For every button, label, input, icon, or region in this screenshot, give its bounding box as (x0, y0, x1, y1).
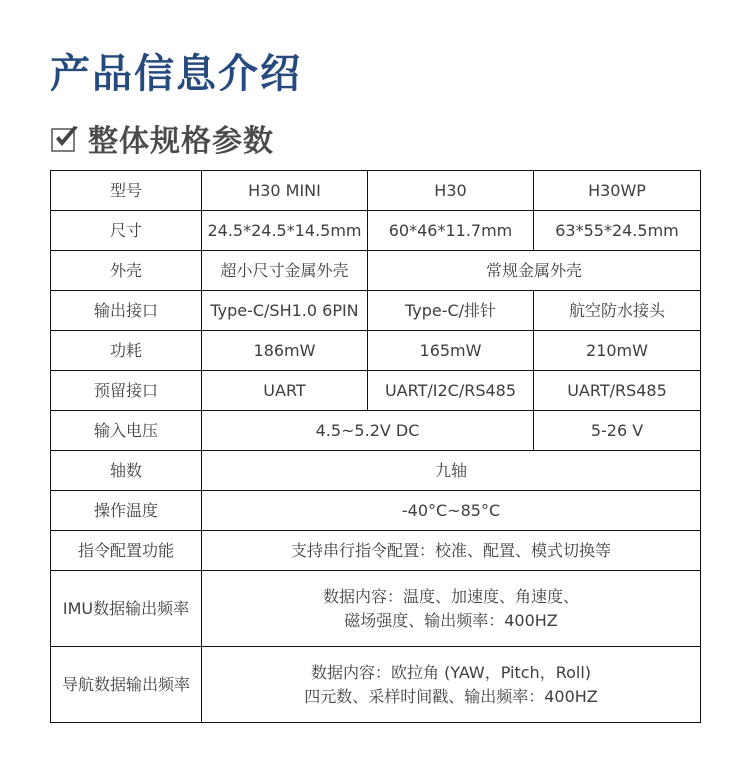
table-cell: 九轴 (202, 451, 701, 491)
table-row-input-voltage (51, 411, 701, 451)
table-cell: 超小尺寸金属外壳 (202, 251, 368, 291)
table-cell: 210mW (534, 331, 701, 371)
row-label: 尺寸 (51, 211, 202, 251)
section-header (50, 118, 274, 158)
table-cell: UART (202, 371, 368, 411)
row-label: 指令配置功能 (51, 531, 202, 571)
row-label: 输出接口 (51, 291, 202, 331)
table-cell: 60*46*11.7mm (368, 211, 534, 251)
table-cell: 航空防水接头 (534, 291, 701, 331)
row-label: 外壳 (51, 251, 202, 291)
table-row-shell (51, 251, 701, 291)
table-cell (202, 647, 701, 723)
table-cell: Type-C/排针 (368, 291, 534, 331)
table-row-size (51, 211, 701, 251)
table-cell: -40°C~85°C (202, 491, 701, 531)
model-cell: H30 MINI (202, 171, 368, 211)
table-row-command (51, 531, 701, 571)
model-cell: H30 (368, 171, 534, 211)
model-cell: H30WP (534, 171, 701, 211)
table-cell: 4.5~5.2V DC (202, 411, 534, 451)
table-cell: Type-C/SH1.0 6PIN (202, 291, 368, 331)
table-cell: 支持串行指令配置：校准、配置、模式切换等 (202, 531, 701, 571)
table-row-power (51, 331, 701, 371)
row-label: 功耗 (51, 331, 202, 371)
table-row-reserved-port (51, 371, 701, 411)
row-label: IMU数据输出频率 (51, 571, 202, 647)
checkbox-checked-icon (50, 123, 80, 153)
row-label: 预留接口 (51, 371, 202, 411)
cell-line: 数据内容：欧拉角 (YAW，Pitch，Roll) (310, 662, 592, 682)
table-cell: 186mW (202, 331, 368, 371)
cell-line: 四元数、采样时间戳、输出频率：400HZ (304, 686, 598, 706)
table-row-model (51, 171, 701, 211)
spec-table (50, 170, 701, 723)
section-title: 整体规格参数 (88, 124, 274, 159)
table-cell: 5-26 V (534, 411, 701, 451)
row-label: 操作温度 (51, 491, 202, 531)
table-cell: 63*55*24.5mm (534, 211, 701, 251)
table-cell: 24.5*24.5*14.5mm (202, 211, 368, 251)
table-cell: UART/I2C/RS485 (368, 371, 534, 411)
cell-line: 数据内容：温度、加速度、角速度、 (322, 586, 579, 606)
table-row-temperature (51, 491, 701, 531)
cell-line: 磁场强度、输出频率：400HZ (344, 610, 558, 630)
row-label: 轴数 (51, 451, 202, 491)
table-row-axes (51, 451, 701, 491)
row-label: 型号 (51, 171, 202, 211)
row-label: 导航数据输出频率 (51, 647, 202, 723)
table-cell: 常规金属外壳 (368, 251, 701, 291)
table-cell (202, 571, 701, 647)
table-row-imu (51, 571, 701, 647)
page-title: 产品信息介绍 (50, 51, 302, 97)
table-row-output-port (51, 291, 701, 331)
table-cell: UART/RS485 (534, 371, 701, 411)
table-cell: 165mW (368, 331, 534, 371)
table-row-nav (51, 647, 701, 723)
row-label: 输入电压 (51, 411, 202, 451)
